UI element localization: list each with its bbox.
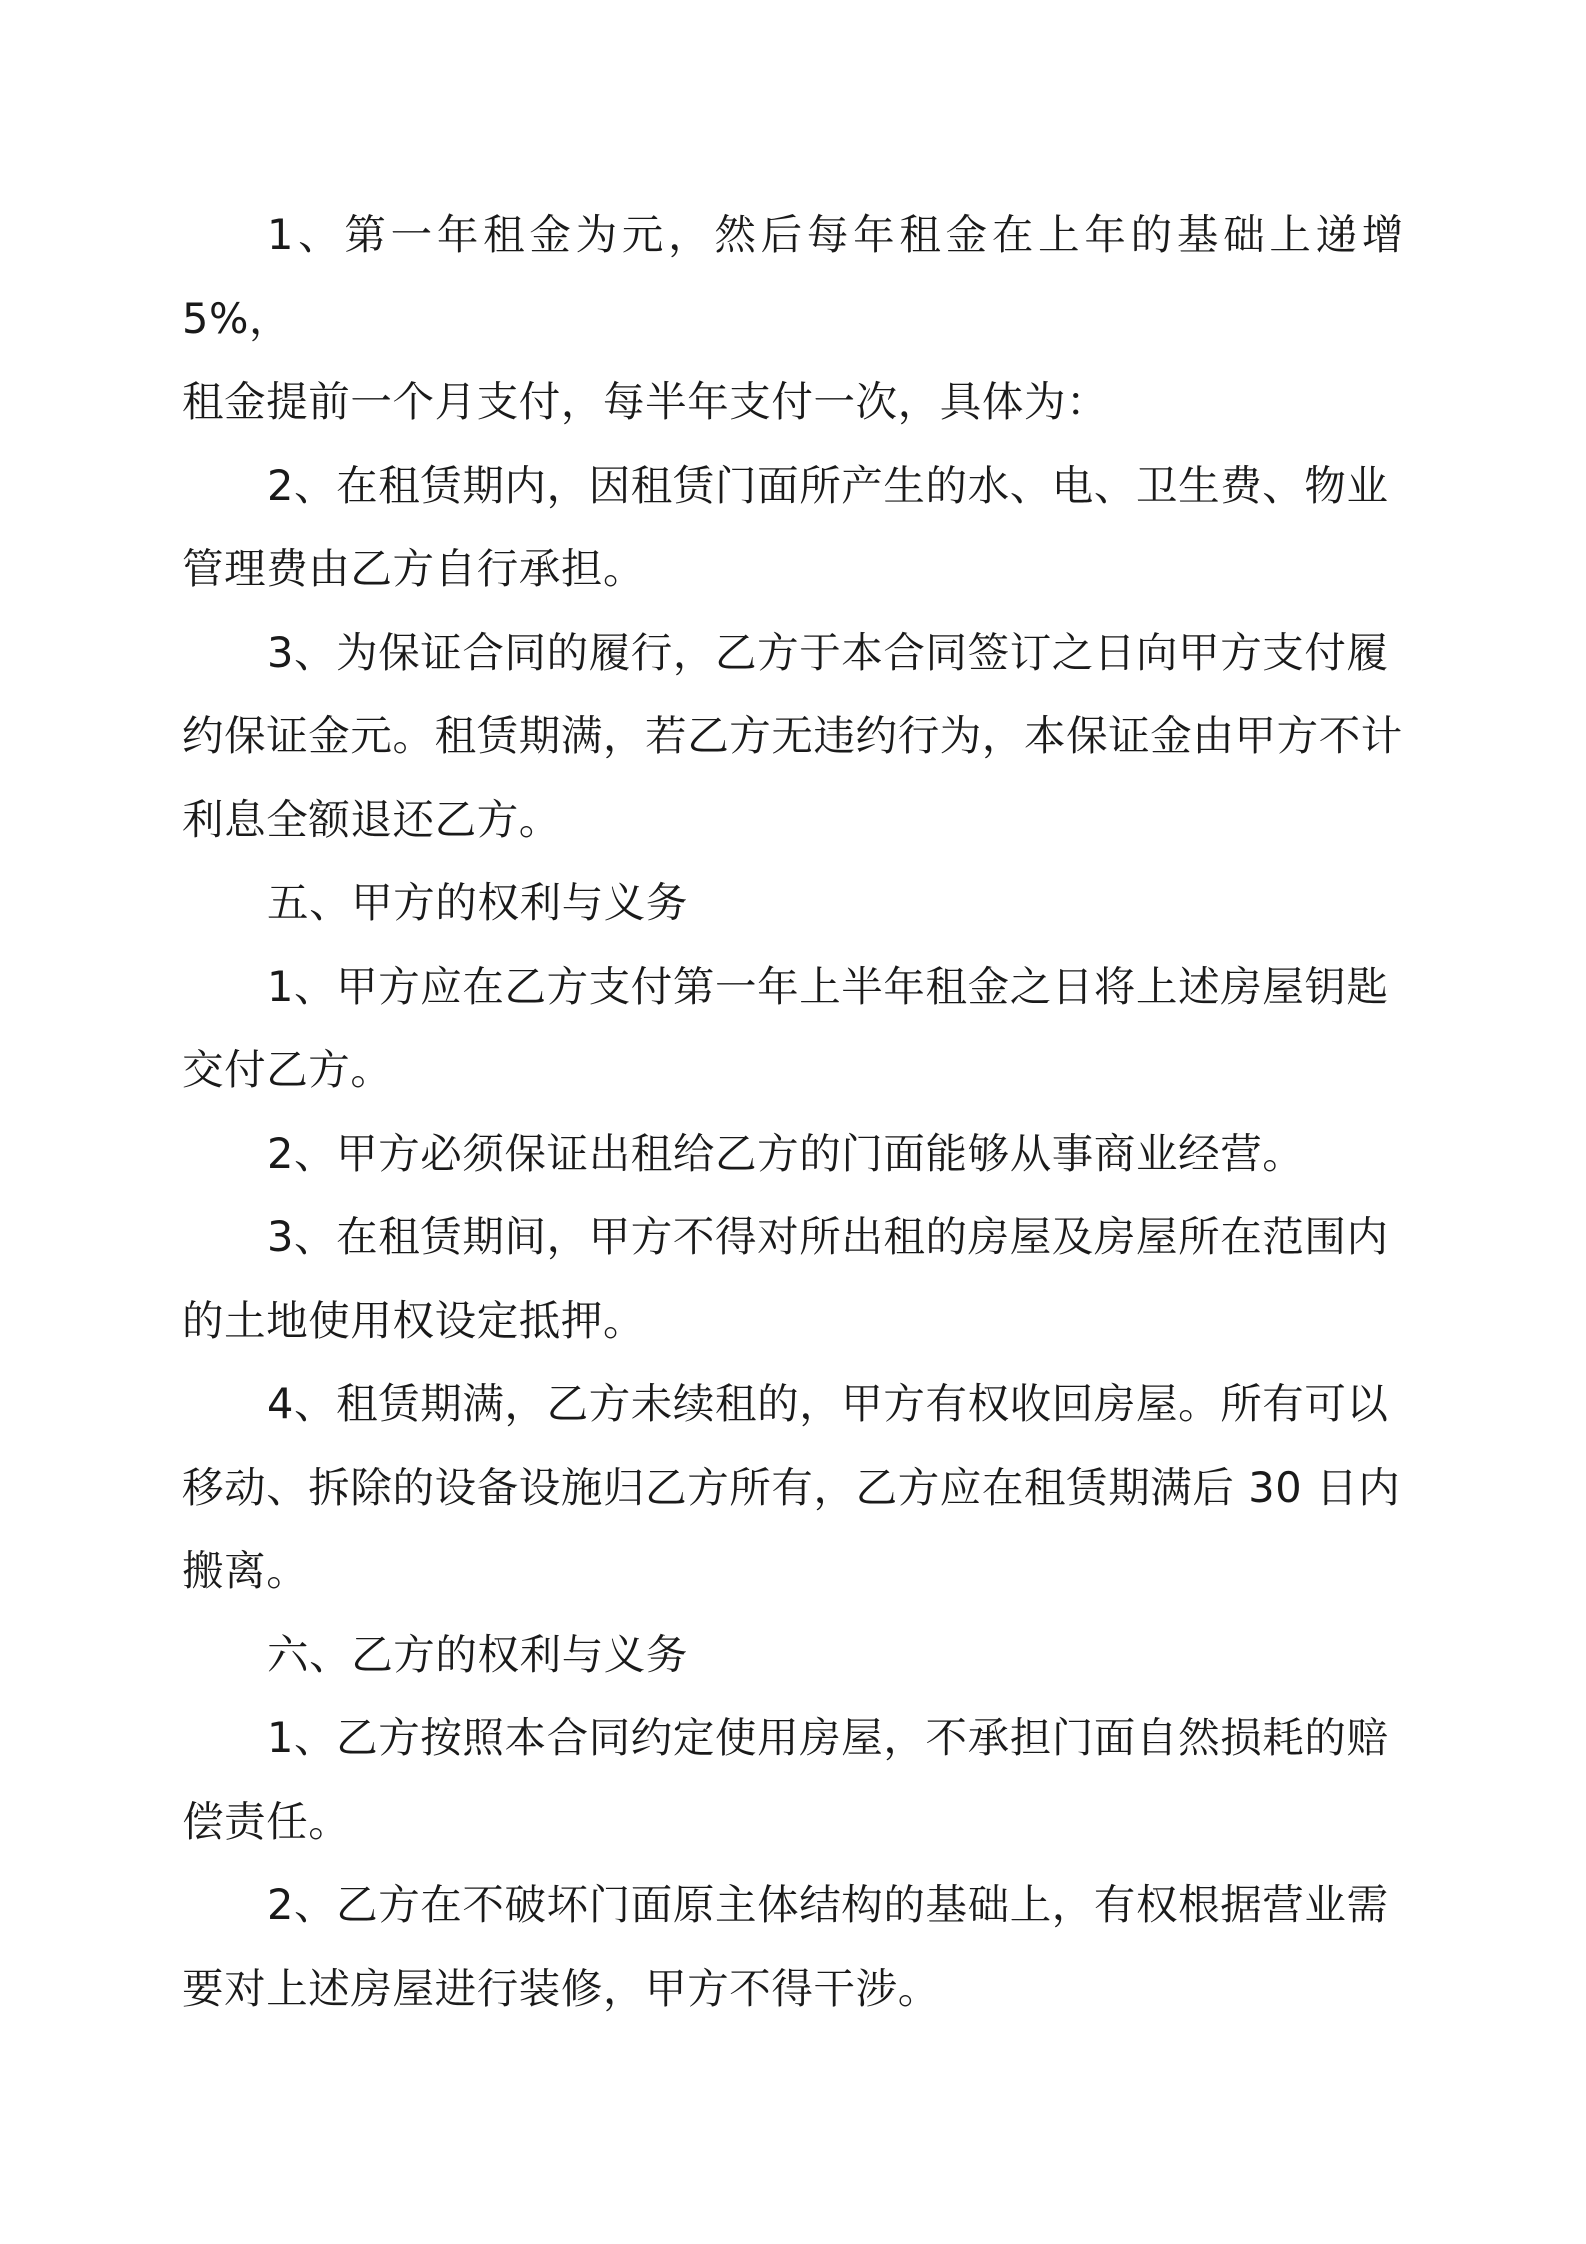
text-line: 利息全额退还乙方。 xyxy=(182,794,561,844)
text-line: 2、甲方必须保证出租给乙方的门面能够从事商业经营。 xyxy=(267,1128,1305,1178)
text-line: 4、租赁期满，乙方未续租的，甲方有权收回房屋。所有可以 xyxy=(267,1379,1389,1428)
clause-5-item-4 xyxy=(182,1362,1404,1613)
text-line: 2、乙方在不破坏门面原主体结构的基础上，有权根据营业需 xyxy=(267,1880,1389,1929)
clause-5-item-2 xyxy=(182,1112,1404,1196)
clause-5-item-1 xyxy=(182,945,1404,1112)
text-line: 移动、拆除的设备设施归乙方所有，乙方应在租赁期满后 30 日内 xyxy=(182,1462,1401,1512)
text-line: 搬离。 xyxy=(182,1546,309,1595)
section-heading-6 xyxy=(182,1613,1404,1697)
section-heading-5 xyxy=(182,861,1404,945)
text-line: 租金提前一个月支付，每半年支付一次，具体为： xyxy=(182,377,1109,426)
text-line: 要对上述房屋进行装修，甲方不得干涉。 xyxy=(182,1963,940,2013)
clause-4-item-1 xyxy=(182,193,1404,444)
text-line: 的土地使用权设定抵押。 xyxy=(182,1295,646,1345)
text-line: 管理费由乙方自行承担。 xyxy=(182,544,646,593)
text-line: 3、在租赁期间，甲方不得对所出租的房屋及房屋所在范围内 xyxy=(267,1212,1389,1261)
clause-6-item-2 xyxy=(182,1863,1404,2030)
text-line: 1、甲方应在乙方支付第一年上半年租金之日将上述房屋钥匙 xyxy=(267,961,1389,1011)
clause-4-item-2 xyxy=(182,444,1404,611)
document-body xyxy=(182,193,1404,2030)
clause-6-item-1 xyxy=(182,1696,1404,1863)
text-line: 偿责任。 xyxy=(182,1796,351,1846)
text-line: 2、在租赁期内，因租赁门面所产生的水、电、卫生费、物业 xyxy=(267,460,1389,510)
text-line: 交付乙方。 xyxy=(182,1045,393,1094)
heading-text: 六、乙方的权利与义务 xyxy=(267,1629,689,1679)
text-line: 约保证金元。租赁期满，若乙方无违约行为，本保证金由甲方不计 xyxy=(182,711,1403,760)
clause-4-item-3 xyxy=(182,611,1404,862)
heading-text: 五、甲方的权利与义务 xyxy=(267,878,689,927)
clause-5-item-3 xyxy=(182,1195,1404,1362)
text-line: 3、为保证合同的履行，乙方于本合同签订之日向甲方支付履 xyxy=(267,627,1389,677)
text-line: 1、第一年租金为元，然后每年租金在上年的基础上递增 5%， xyxy=(182,210,1404,343)
text-line: 1、乙方按照本合同约定使用房屋，不承担门面自然损耗的赔 xyxy=(267,1713,1389,1762)
